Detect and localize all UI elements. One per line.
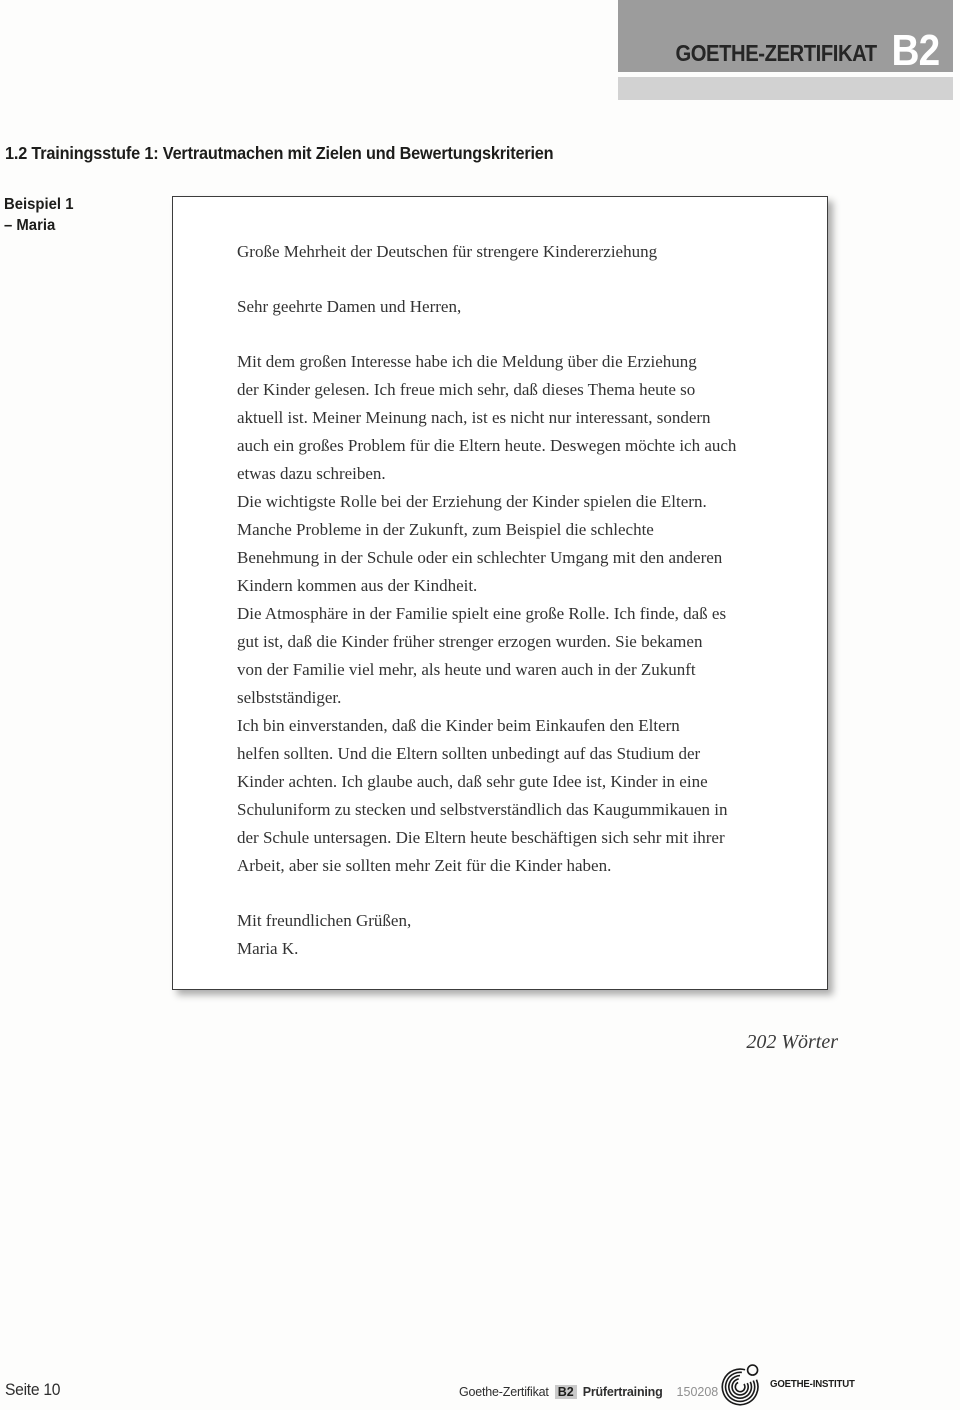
spacer [237,880,809,907]
example-label: Beispiel 1 [4,196,74,213]
footer-doc-subtitle: Prüfertraining [582,1385,663,1399]
letter-line: Mit dem großen Interesse habe ich die Meldung über die Erziehung [237,352,697,371]
letter-body [237,348,809,880]
letter-line: Kindern kommen aus der Kindheit. [237,576,478,595]
letter-line: der Kinder gelesen. Ich freue mich sehr, daß dieses Thema heute so [237,380,696,399]
letter-line: aktuell ist. Meiner Meinung nach, ist es nicht nur interessant, sondern [237,408,711,427]
footer-doc-title: Goethe-Zertifikat [459,1385,549,1399]
brand-header-strip [618,77,953,100]
brand-title: GOETHE-ZERTIFIKAT [675,40,877,66]
letter-line: Manche Probleme in der Zukunft, zum Beispiel die schlechte [237,520,654,539]
letter-line: gut ist, daß die Kinder früher strenger erzogen wurden. Sie bekamen [237,632,703,651]
goethe-institut-logo-label: GOETHE-INSTITUT [770,1378,855,1390]
goethe-institut-logo [720,1361,862,1407]
letter-line: Arbeit, aber sie sollten mehr Zeit für die Kinder haben. [237,856,612,875]
footer-doc-code: 150208 [676,1385,719,1399]
brand-header-bar [618,0,953,75]
letter-box [172,196,828,990]
letter-line: Kinder achten. Ich glaube auch, daß sehr gute Idee ist, Kinder in eine [237,772,708,791]
letter-line: Die Atmosphäre in der Familie spielt eine große Rolle. Ich finde, daß es [237,604,727,623]
goethe-institut-arcs-icon [720,1361,766,1407]
brand-level-label: B2 [891,26,939,75]
footer-document-info [459,1385,718,1399]
letter-line: Ich bin einverstanden, daß die Kinder beim Einkaufen den Eltern [237,716,680,735]
spacer [237,321,809,348]
letter-signature: Maria K. [237,939,299,958]
letter-title: Große Mehrheit der Deutschen für strengere Kindererziehung [237,242,658,261]
word-count: 202 Wörter [746,1031,838,1053]
letter-line: Schuluniform zu stecken und selbstverständlich das Kaugummikauen in [237,800,728,819]
example-margin-label [4,194,73,236]
letter-closing: Mit freundlichen Grüßen, [237,911,412,930]
letter-line: von der Familie viel mehr, als heute und waren auch in der Zukunft [237,660,696,679]
page-number: Seite 10 [5,1381,61,1399]
letter-line: helfen sollten. Und die Eltern sollten unbedingt auf das Studium der [237,744,701,763]
letter-line: auch ein großes Problem für die Eltern heute. Deswegen möchte ich auch [237,436,737,455]
letter-line: etwas dazu schreiben. [237,464,386,483]
example-author-label: – Maria [4,217,56,234]
letter-line: selbstständiger. [237,688,342,707]
letter-line: Die wichtigste Rolle bei der Erziehung der Kinder spielen die Eltern. [237,492,707,511]
letter-salutation: Sehr geehrte Damen und Herren, [237,297,462,316]
section-heading: 1.2 Trainingsstufe 1: Vertrautmachen mit Zielen und Bewertungskriterien [5,143,554,163]
spacer [237,266,809,293]
letter-line: Benehmung in der Schule oder ein schlechter Umgang mit den anderen [237,548,723,567]
letter-line: der Schule untersagen. Die Eltern heute beschäftigen sich sehr mit ihrer [237,828,725,847]
footer-level-badge: B2 [555,1385,577,1399]
